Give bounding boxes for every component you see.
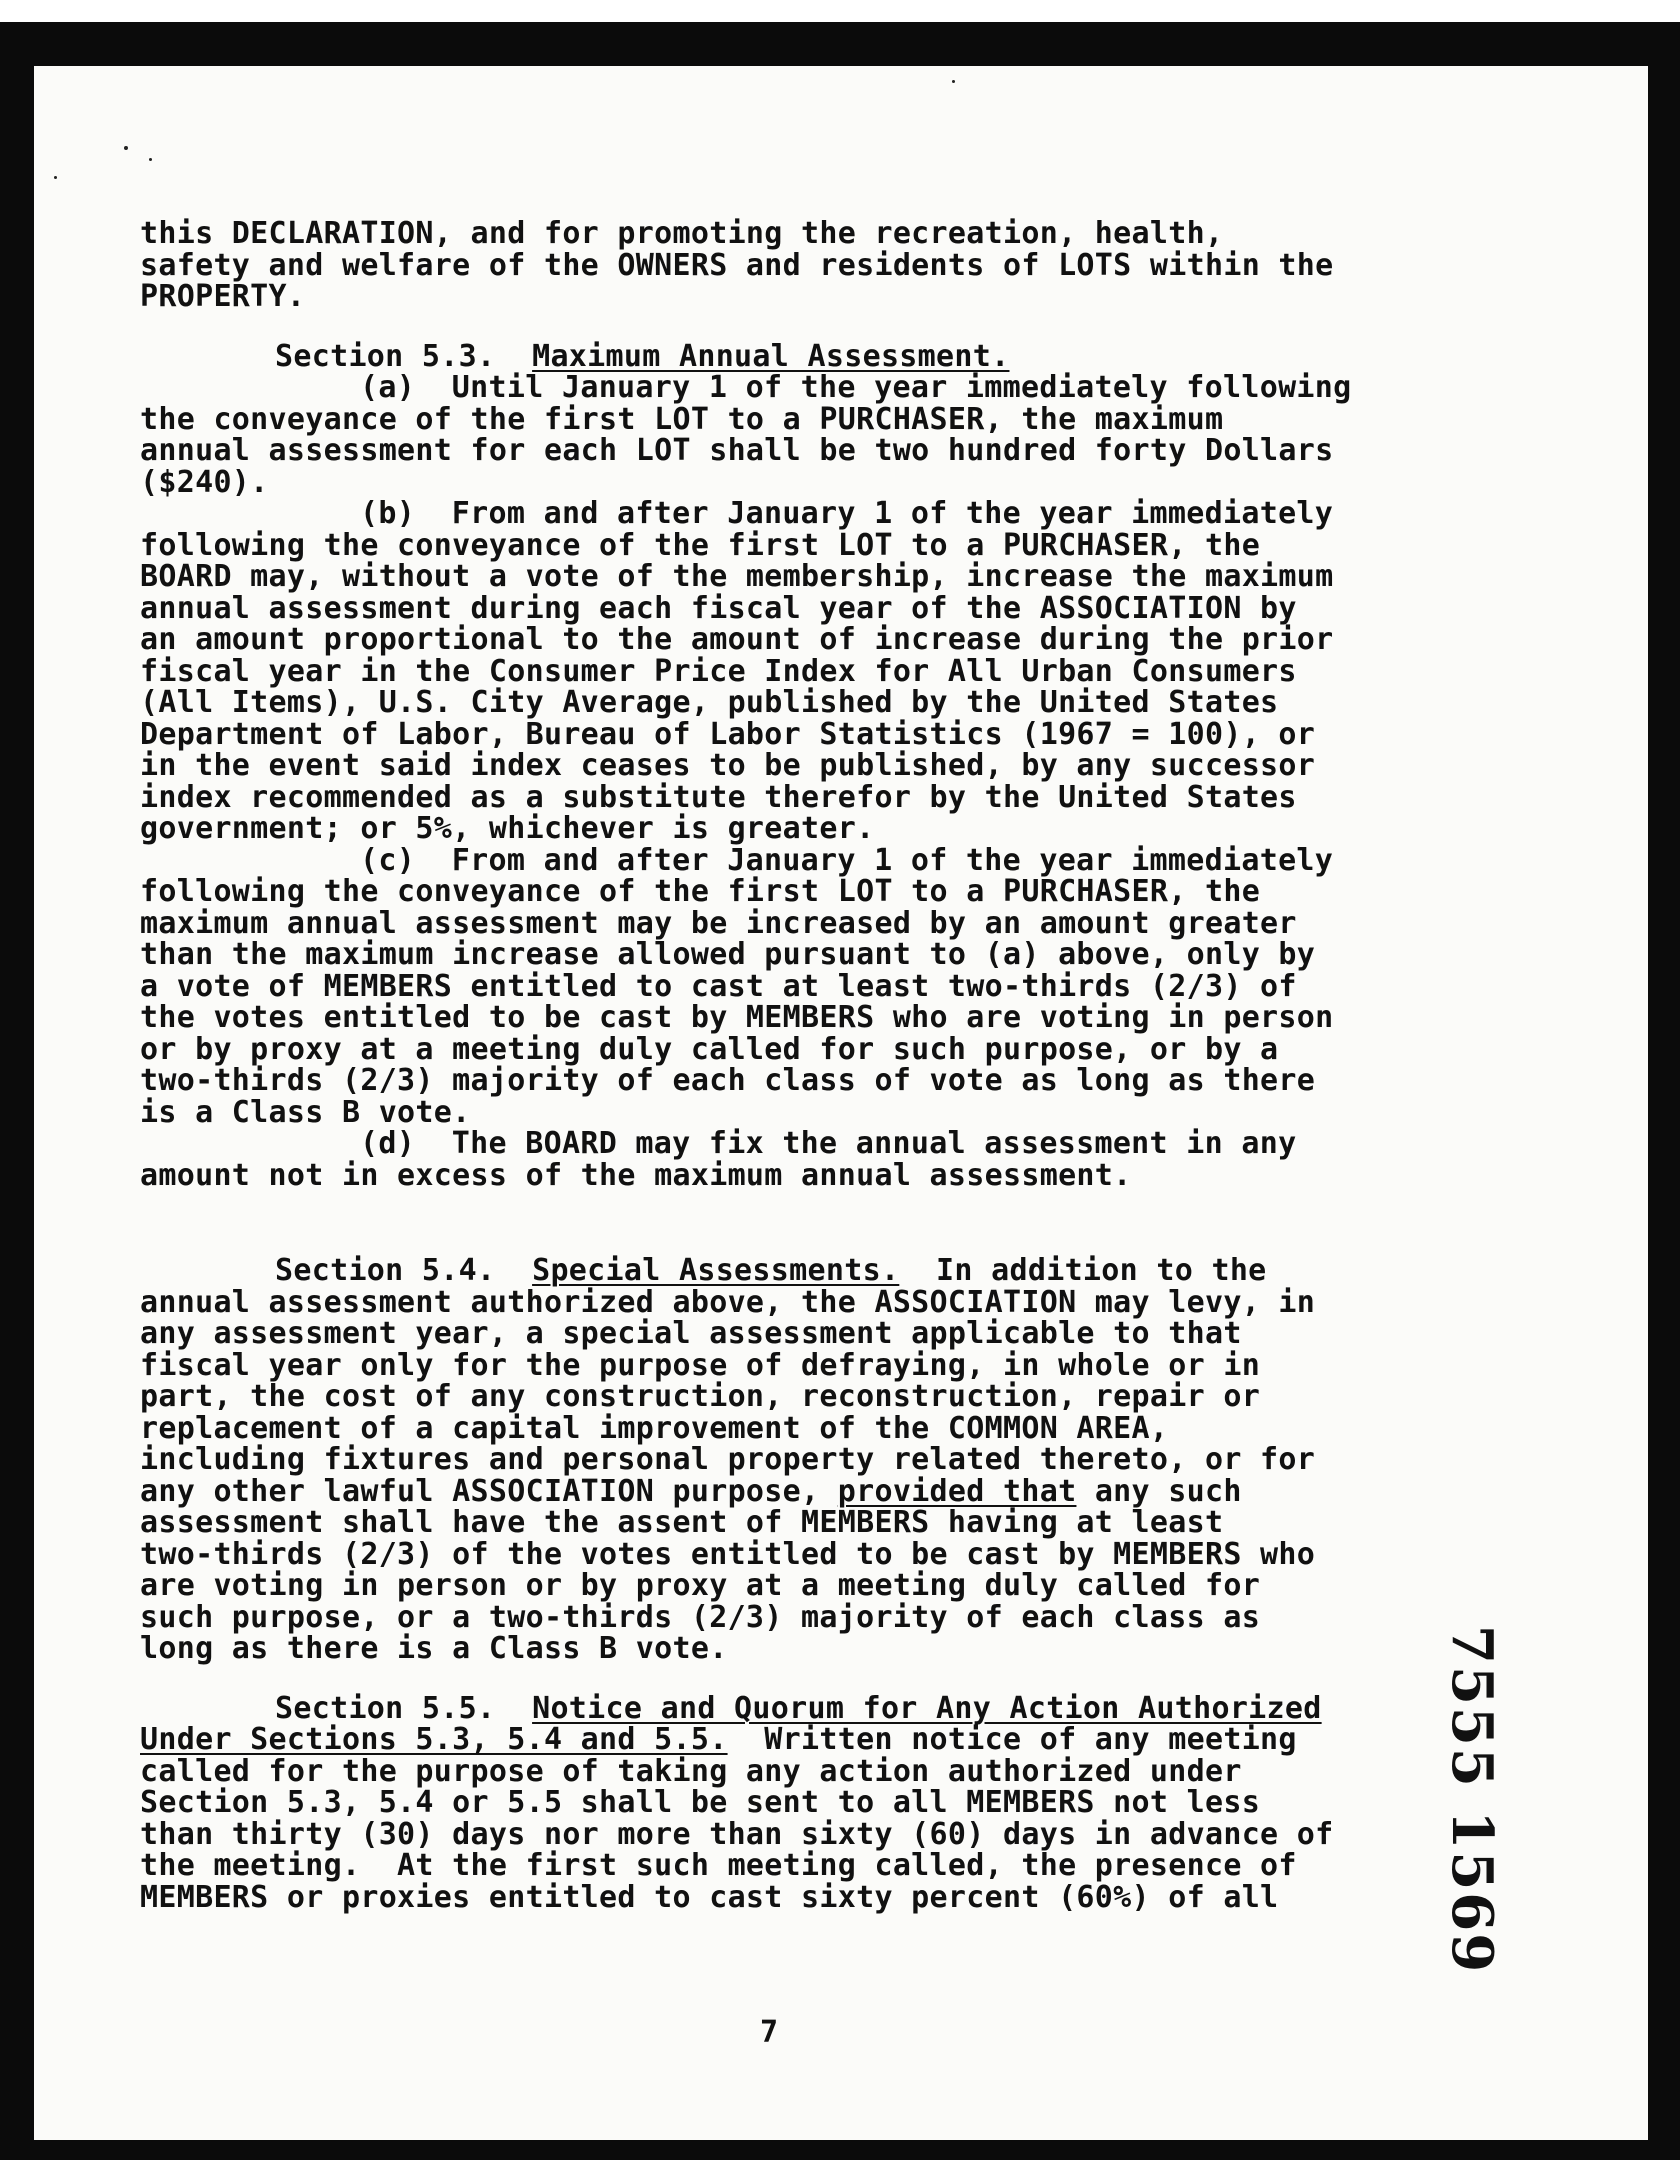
section-number: Section 5.4.: [275, 1253, 496, 1288]
section-5-3-a: (a) Until January 1 of the year immediately following the conveyance of the first LOT to a PURCHASER, the maximum annual assessment for each LOT shall be two hundred forty Dollars ($240).: [140, 370, 1352, 500]
section-title: Special Assessments.: [532, 1253, 900, 1288]
section-title: Notice and Quorum for Any Action Authorized Under Sections 5.3, 5.4 and 5.5.: [140, 1690, 1322, 1757]
scan-top-edge: [0, 0, 1680, 22]
scan-speck: [952, 80, 955, 83]
page-number: 7: [760, 2015, 779, 2050]
section-number: Section 5.3.: [275, 338, 496, 374]
section-5-3-c: (c) From and after January 1 of the year immediately following the conveyance of the first LOT to a PURCHASER, the maximum annual assessment may be increased by an amount greater than the maximum increase allowed pursuant to (a) above, only by a vote of MEMBERS entitled to cast at least two-thirds (2/3) of the votes entitled to be cast by MEMBERS who are voting in person or by proxy at a meeting duly called for such purpose, or by a two-thirds (2/3) majority of each class of vote as long as there is a Class B vote.: [140, 842, 1334, 1130]
scan-speck: [54, 176, 57, 179]
document-stamp-number: 7555 1569: [1439, 1625, 1505, 1975]
section-number: Section 5.5.: [275, 1690, 496, 1726]
provided-that: provided that: [837, 1473, 1077, 1509]
section-title: Maximum Annual Assessment.: [532, 338, 1010, 374]
section-5-3-heading: [140, 338, 1440, 374]
document-body: [140, 218, 1440, 1913]
intro-paragraph: this DECLARATION, and for promoting the recreation, health, safety and welfare of the OWNERS and residents of LOTS within the PROPERTY.: [140, 216, 1334, 314]
section-5-3-d: (d) The BOARD may fix the annual assessment in any amount not in excess of the maximum annual assessment.: [140, 1126, 1297, 1193]
scan-speck: [124, 146, 128, 150]
scan-speck: [149, 158, 152, 161]
section-5-4-paragraph: Section 5.4. Special Assessments. In addition to the annual assessment authorized above, the ASSOCIATION may levy, in any assessment year, a special assessment applicable to that fiscal year only for the purpose of defraying, in whole or in part, the cost of any construction, reconstruction, repair or replacement of a capital improvement of the COMMON AREA, including fixtures and personal property related thereto, or for any other lawful ASSOCIATION purpose, provided that any such assessment shall have the assent of MEMBERS having at least two-thirds (2/3) of the votes entitled to be cast by MEMBERS who are voting in person or by proxy at a meeting duly called for such purpose, or a two-thirds (2/3) majority of each class as long as there is a Class B vote.: [140, 1253, 1316, 1666]
section-5-5-paragraph: Section 5.5. Notice and Quorum for Any Action Authorized Under Sections 5.3, 5.4 and 5.5. Written notice of any meeting called for the purpose of taking any action authorized under Section 5.3, 5.4 or 5.5 shall be sent to all MEMBERS not less than thirty (30) days nor more than sixty (60) days in advance of the meeting. At the first such meeting called, the presence of MEMBERS or proxies entitled to cast sixty percent (60%) of all: [140, 1690, 1334, 1915]
section-5-3-b: (b) From and after January 1 of the year immediately following the conveyance of the first LOT to a PURCHASER, the BOARD may, without a vote of the membership, increase the maximum annual assessment during each fiscal year of the ASSOCIATION by an amount proportional to the amount of increase during the prior fiscal year in the Consumer Price Index for All Urban Consumers (All Items), U.S. City Average, published by the United States Department of Labor, Bureau of Labor Statistics (1967 = 100), or in the event said index ceases to be published, by any successor index recommended as a substitute therefor by the United States government; or 5%, whichever is greater.: [140, 496, 1334, 846]
